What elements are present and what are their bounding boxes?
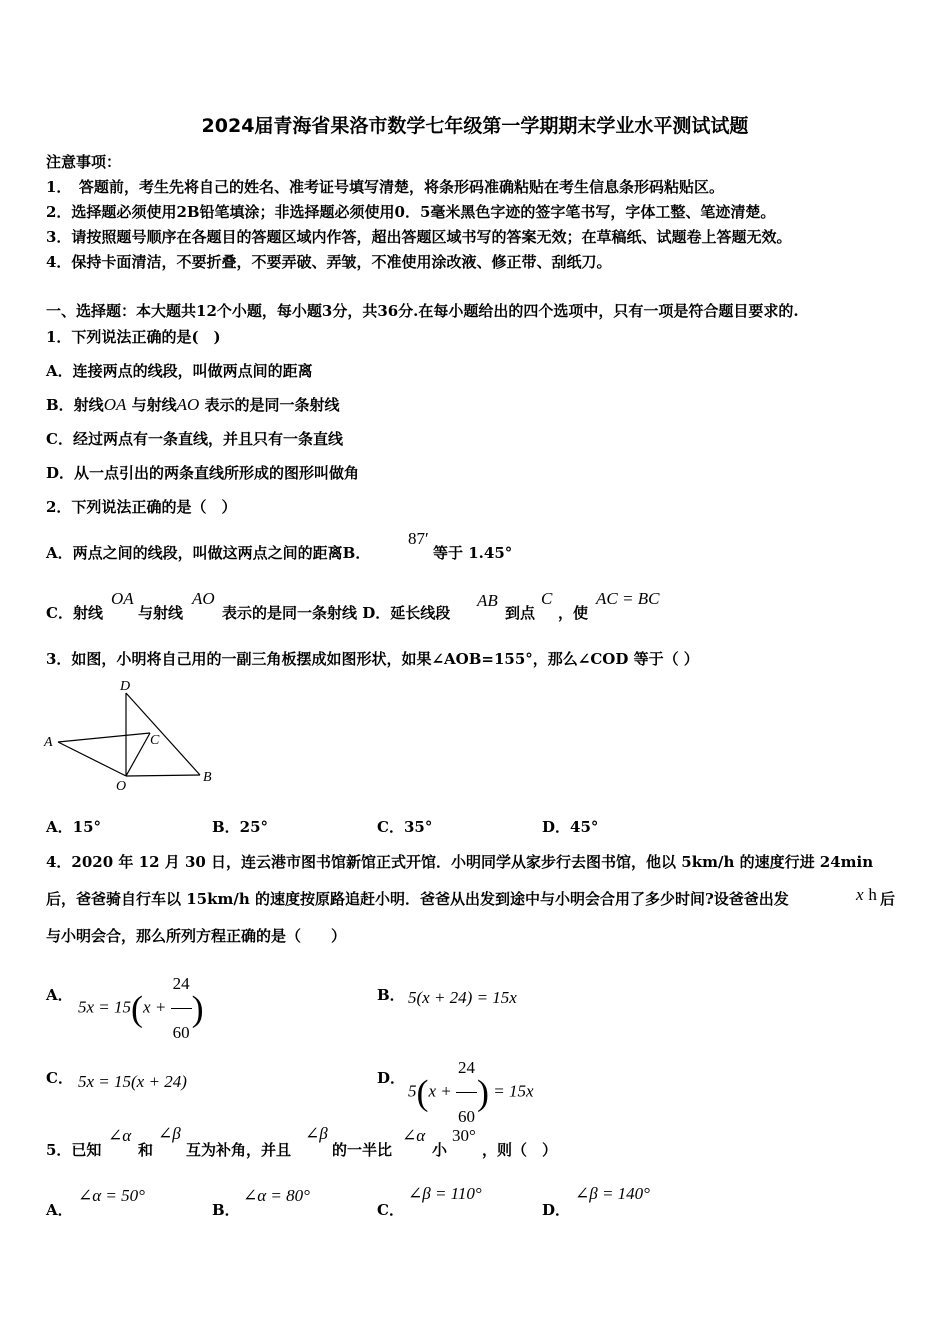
q3-option-d: D．45° (542, 818, 599, 836)
q5-option-d-math: ∠β = 140° (575, 1184, 650, 1203)
q4-line-2-post: 后 (880, 890, 896, 908)
segment-ac (58, 733, 150, 742)
q4-unit-h: h (868, 885, 877, 904)
q4-option-d-label: D． (377, 1069, 406, 1087)
q4-d-den: 60 (458, 1107, 476, 1126)
q1-b-pre: B．射线 (46, 396, 104, 414)
q3-stem: 3．如图，小明将自己用的一副三角板摆成如图形状，如果∠AOB=155°，那么∠COD 等于（ ） (46, 650, 699, 668)
q5-math-alpha-1: ∠α (108, 1126, 132, 1145)
q2-b-math: 87′ (408, 529, 429, 548)
label-a: A (44, 735, 53, 750)
q3-option-a: A．15° (46, 818, 102, 836)
q4-line-2-pre: 后，爸爸骑自行车以 15km/h 的速度按原路追赶小明．爸爸从出发到途中与小明会合用了多少时间?设爸爸出发 (46, 890, 789, 908)
notice-heading: 注意事项： (46, 153, 122, 171)
q3-option-c: C．35° (377, 818, 433, 836)
q5-math-beta-1: ∠β (158, 1124, 181, 1143)
label-c: C (150, 733, 160, 748)
q4-var-x: x (856, 885, 864, 904)
q1-b-math-1: OA (103, 395, 127, 414)
q4-line-1: 4．2020 年 12 月 30 日，连云港市图书馆新馆正式开馆．小明同学从家步行去图书馆，他以 5km/h 的速度行进 24min (46, 853, 874, 871)
q2-d-comma: ，使 (558, 604, 589, 622)
q4-a-rparen: ) (191, 988, 204, 1029)
q4-a-fraction (171, 960, 192, 1057)
q4-d-rparen: ) (477, 1072, 490, 1113)
q4-option-b-label: B． (377, 986, 405, 1004)
q4-a-x: x + (143, 997, 167, 1017)
section-heading: 一、选择题：本大题共12个小题，每小题3分，共36分.在每小题给出的四个选项中，只有一项是符合题目要求的. (46, 302, 799, 320)
q5-math-beta-2: ∠β (305, 1124, 328, 1143)
notice-item-4: 4．保持卡面清洁，不要折叠，不要弄破、弄皱，不准使用涂改液、修正带、刮纸刀。 (46, 253, 612, 271)
q1-option-b (46, 396, 340, 414)
q5-option-c-label: C． (377, 1201, 404, 1219)
q4-d-rhs: = 15x (493, 1081, 534, 1101)
segment-ob (126, 775, 200, 776)
q4-a-lparen: ( (131, 988, 144, 1029)
q4-option-a-label: A． (46, 986, 73, 1004)
q4-a-den: 60 (172, 1023, 190, 1042)
label-b: B (203, 770, 212, 785)
q4-d-num: 24 (456, 1044, 477, 1093)
q1-b-math-2: AO (176, 395, 200, 414)
q5-math-alpha-2: ∠α (402, 1126, 426, 1145)
q3-figure (40, 676, 230, 794)
q4-option-c-equation: 5x = 15(x + 24) (78, 1072, 187, 1091)
q2-c-post: 表示的是同一条射线 D．延长线段 (222, 604, 451, 622)
segment-oc (126, 733, 150, 776)
q5-option-b-math: ∠α = 80° (243, 1186, 310, 1205)
page-title: 2024届青海省果洛市数学七年级第一学期期末学业水平测试试题 (201, 115, 749, 137)
q5-mid: 互为补角，并且 (186, 1141, 292, 1159)
q2-d-math-2: C (541, 589, 553, 608)
q2-stem: 2．下列说法正确的是（ ） (46, 498, 237, 516)
q5-option-a-math: ∠α = 50° (78, 1186, 145, 1205)
q1-stem: 1．下列说法正确的是( ) (46, 328, 221, 346)
notice-item-2: 2．选择题必须使用2B铅笔填涂；非选择题必须使用0．5毫米黑色字迹的签字笔书写，字体工整、笔迹清楚。 (46, 203, 776, 221)
q4-d-x: x + (428, 1081, 452, 1101)
segment-ao (58, 742, 126, 776)
q4-option-c-label: C． (46, 1069, 73, 1087)
q5-math-30: 30° (452, 1126, 476, 1145)
q4-line-2-unknown (856, 886, 877, 904)
q4-line-3: 与小明会合，那么所列方程正确的是（ ） (46, 927, 347, 945)
q4-option-b-equation: 5(x + 24) = 15x (408, 988, 517, 1007)
q4-a-lhs: 5x = 15 (78, 997, 132, 1017)
q5-post: ，则（ ） (482, 1141, 558, 1159)
q5-half: 的一半比 (332, 1141, 393, 1159)
q5-small: 小 (432, 1141, 448, 1159)
q5-option-d-label: D． (542, 1201, 571, 1219)
q2-d-math-1: AB (477, 591, 498, 610)
q3-option-b: B．25° (212, 818, 269, 836)
q2-c-math-2: AO (192, 589, 215, 608)
q1-b-mid: 与射线 (131, 396, 177, 414)
notice-item-1: 1． 答题前，考生先将自己的姓名、准考证号填写清楚，将条形码准确粘贴在考生信息条形码粘贴区。 (46, 178, 724, 196)
q5-and: 和 (138, 1141, 154, 1159)
q4-a-num: 24 (171, 960, 192, 1009)
q2-option-a: A．两点之间的线段，叫做这两点之间的距离B． (46, 544, 371, 562)
q5-option-a-label: A． (46, 1201, 73, 1219)
q2-c-pre: C．射线 (46, 604, 103, 622)
q5-option-b-label: B． (212, 1201, 240, 1219)
q1-option-c: C．经过两点有一条直线，并且只有一条直线 (46, 430, 343, 448)
q4-d-lparen: ( (416, 1072, 429, 1113)
q2-d-mid: 到点 (505, 604, 536, 622)
q1-option-a: A．连接两点的线段，叫做两点间的距离 (46, 362, 313, 380)
notice-item-3: 3．请按照题号顺序在各题目的答题区域内作答，超出答题区域书写的答案无效；在草稿纸、试题卷上答题无效。 (46, 228, 792, 246)
q2-c-math-1: OA (111, 589, 134, 608)
q5-option-c-math: ∠β = 110° (408, 1184, 482, 1203)
q2-b-post: 等于 1.45° (433, 544, 513, 562)
q5-pre: 5．已知 (46, 1141, 102, 1159)
label-o: O (116, 779, 127, 794)
q1-b-post: 表示的是同一条射线 (204, 396, 340, 414)
q1-option-d: D．从一点引出的两条直线所形成的图形叫做角 (46, 464, 360, 482)
q2-d-math-3: AC = BC (596, 589, 660, 608)
q4-d-lhs: 5 (408, 1081, 417, 1101)
q2-c-mid: 与射线 (138, 604, 184, 622)
q4-option-a-equation (78, 960, 204, 1057)
label-d: D (120, 679, 131, 694)
